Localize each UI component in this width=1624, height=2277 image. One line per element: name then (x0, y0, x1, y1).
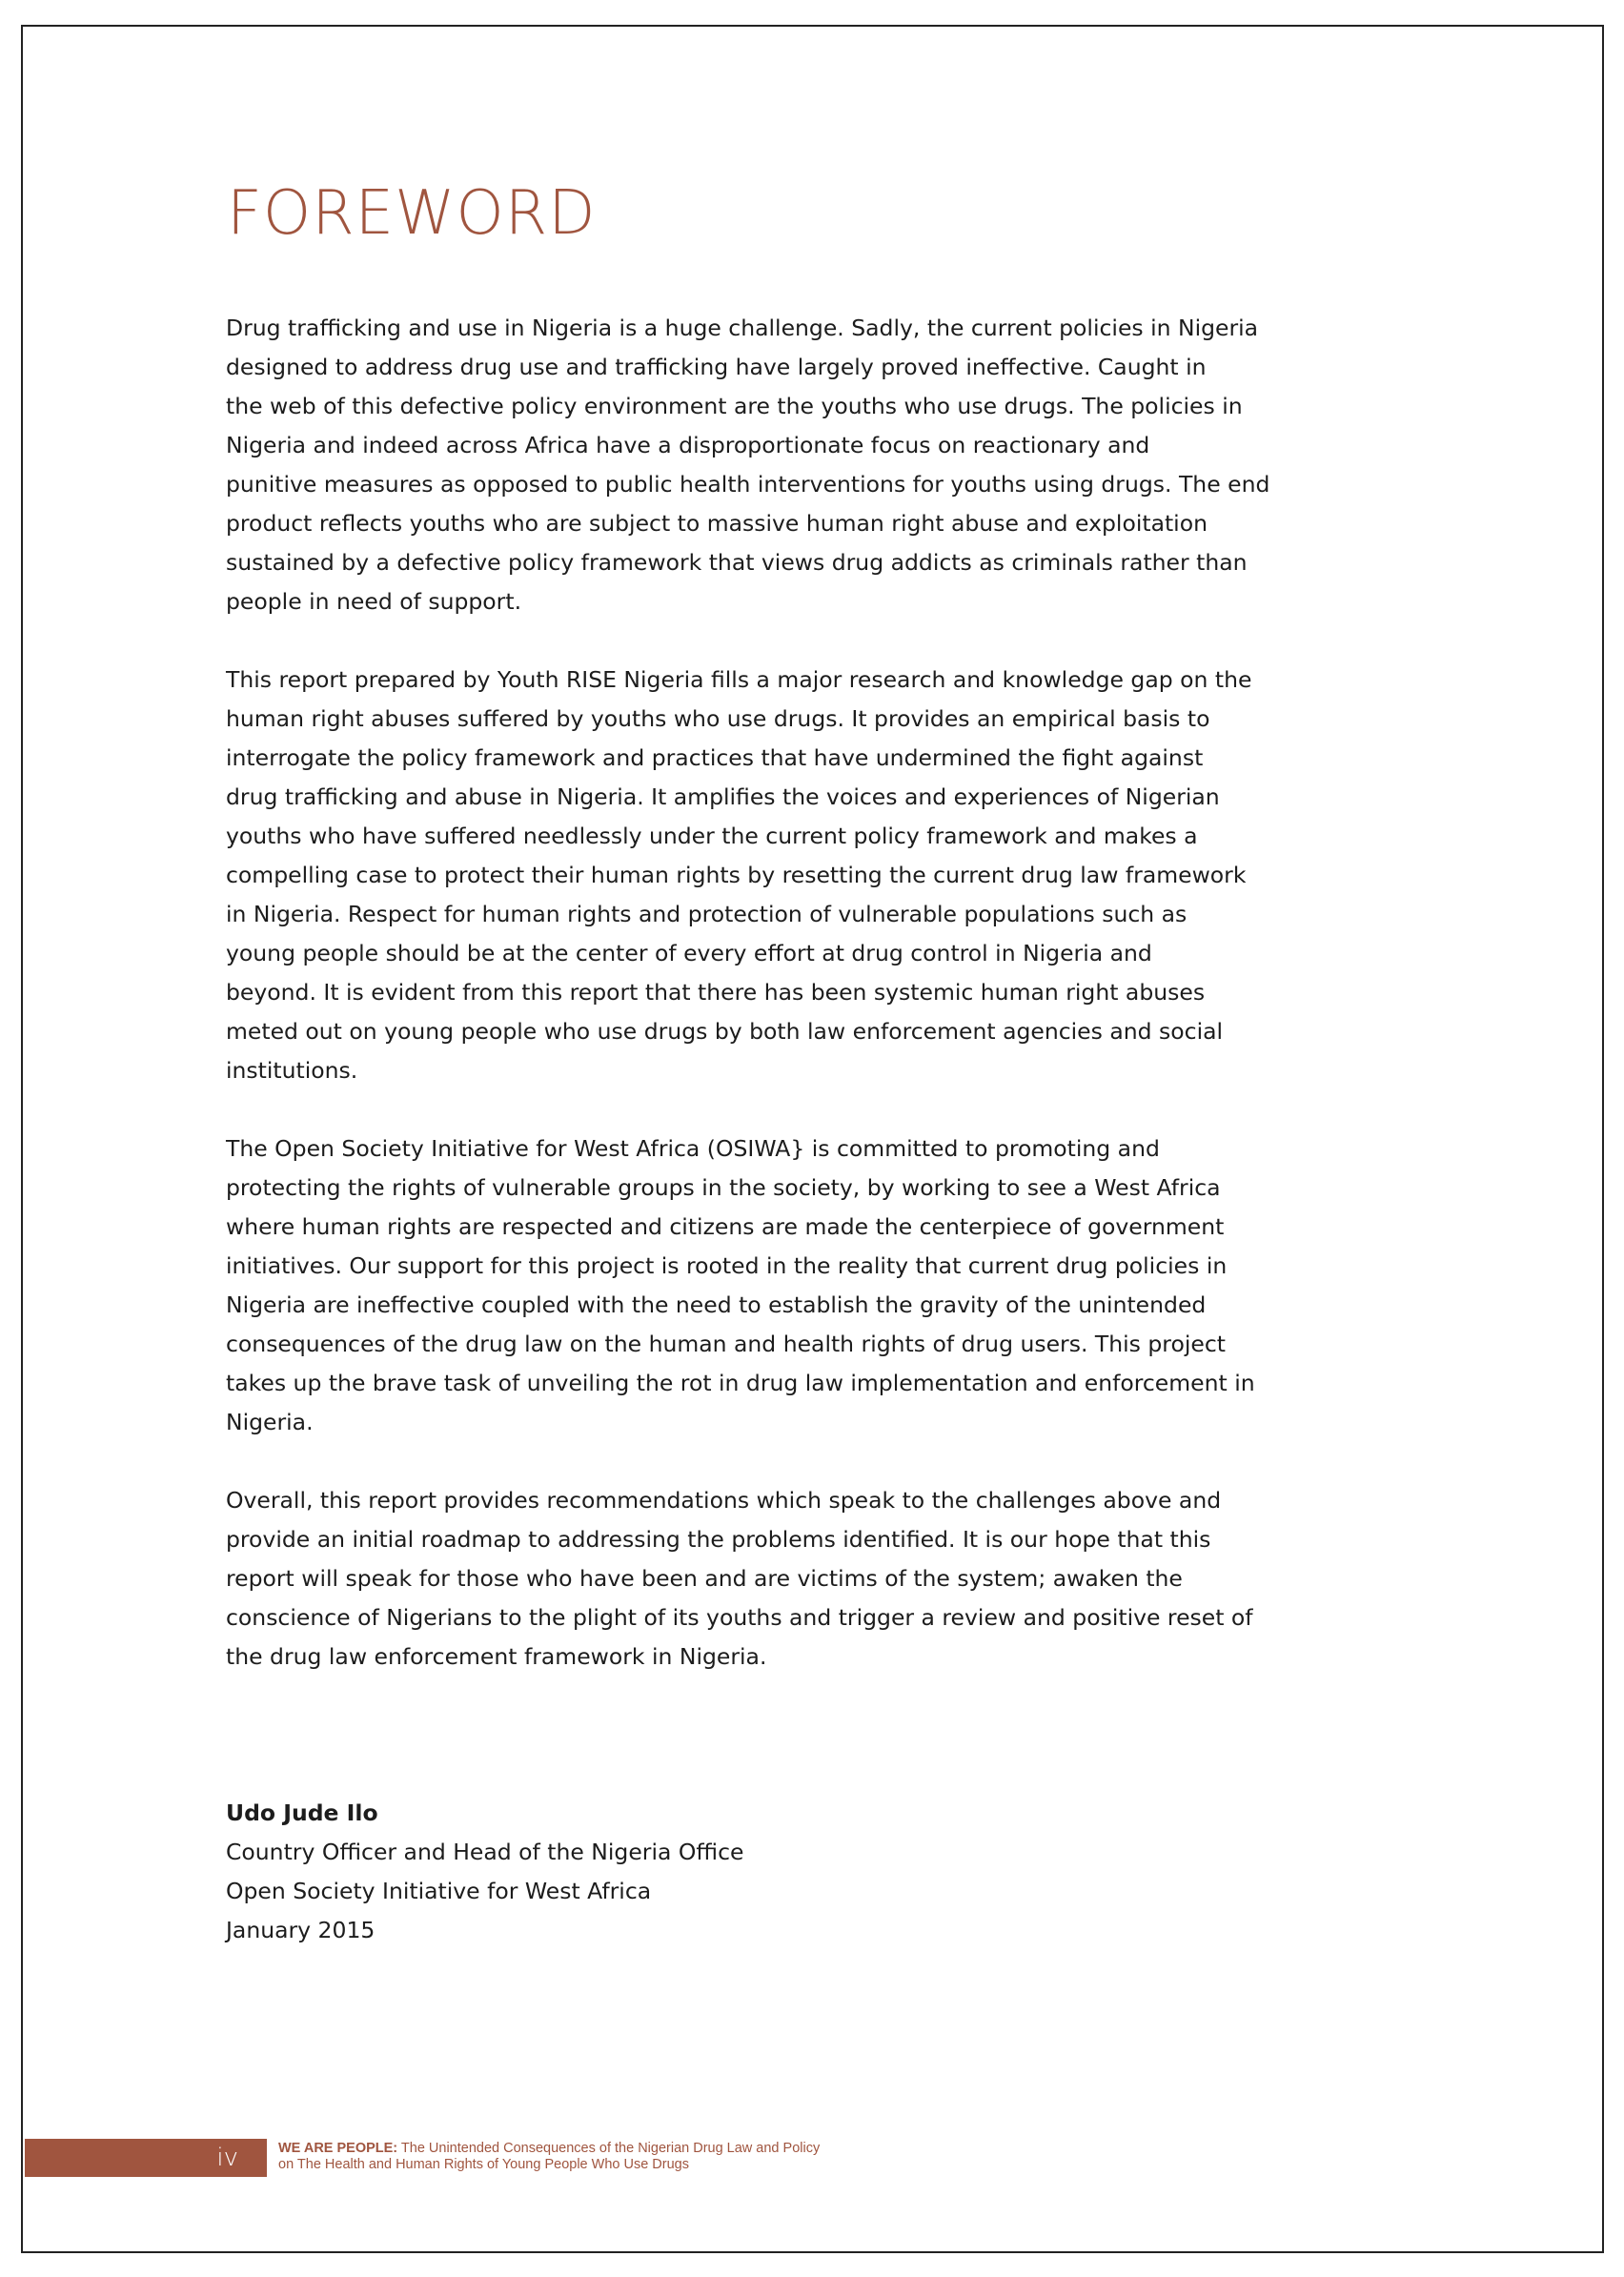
text-line: human right abuses suffered by youths who use drugs. It provides an empirical basis to (226, 705, 1210, 732)
footer-title-bold: WE ARE PEOPLE: (278, 2141, 398, 2156)
text-line: product reflects youths who are subject to massive human right abuse and exploitation (226, 510, 1208, 537)
text-line: punitive measures as opposed to public health interventions for youths using drugs. The end (226, 471, 1270, 498)
text-line: the web of this defective policy environment are the youths who use drugs. The policies in (226, 393, 1243, 419)
text-line: compelling case to protect their human rights by resetting the current drug law framework (226, 862, 1247, 888)
text-line: the drug law enforcement framework in Nigeria. (226, 1643, 767, 1670)
text-line: institutions. (226, 1057, 358, 1084)
text-line: beyond. It is evident from this report that there has been systemic human right abuses (226, 979, 1206, 1006)
text-line: sustained by a defective policy framework that views drug addicts as criminals rather than (226, 549, 1248, 576)
page-number: iv (216, 2144, 238, 2172)
page-title: FOREWORD (227, 178, 597, 249)
text-line: drug trafficking and abuse in Nigeria. It amplifies the voices and experiences of Nigerian (226, 783, 1220, 810)
text-line: Drug trafficking and use in Nigeria is a huge challenge. Sadly, the current policies in Nigeria (226, 315, 1259, 341)
signatory-name: Udo Jude Ilo (226, 1799, 378, 1826)
footer-accent-bar (25, 2139, 267, 2177)
text-line: protecting the rights of vulnerable groups in the society, by working to see a West Africa (226, 1174, 1221, 1201)
text-line: report will speak for those who have been and are victims of the system; awaken the (226, 1565, 1183, 1592)
text-line: in Nigeria. Respect for human rights and protection of vulnerable populations such as (226, 901, 1188, 927)
footer-subtitle: on The Health and Human Rights of Young People Who Use Drugs (278, 2157, 689, 2172)
paragraph-2 (226, 661, 1446, 1090)
signatory-position: Country Officer and Head of the Nigeria Office (226, 1839, 744, 1865)
text-line: Nigeria and indeed across Africa have a disproportionate focus on reactionary and (226, 432, 1150, 458)
text-line: This report prepared by Youth RISE Nigeria fills a major research and knowledge gap on the (226, 666, 1252, 693)
text-line: consequences of the drug law on the human and health rights of drug users. This project (226, 1331, 1226, 1357)
text-line: Nigeria. (226, 1409, 314, 1435)
text-line: The Open Society Initiative for West Africa (OSIWA} is committed to promoting and (226, 1135, 1160, 1162)
paragraph-4 (226, 1481, 1446, 1677)
foreword-body (226, 309, 1446, 1716)
text-line: people in need of support. (226, 588, 522, 615)
footer-title-rest: The Unintended Consequences of the Nigerian Drug Law and Policy (397, 2141, 821, 2156)
page-footer (25, 2139, 978, 2177)
text-line: interrogate the policy framework and practices that have undermined the fight against (226, 744, 1204, 771)
text-line: youths who have suffered needlessly under the current policy framework and makes a (226, 823, 1198, 849)
text-line: conscience of Nigerians to the plight of its youths and trigger a review and positive reset of (226, 1604, 1253, 1631)
text-line: designed to address drug use and trafficking have largely proved ineffective. Caught in (226, 354, 1207, 380)
text-line: Overall, this report provides recommendations which speak to the challenges above and (226, 1487, 1222, 1514)
footer-title-line (278, 2141, 820, 2157)
text-line: Nigeria are ineffective coupled with the need to establish the gravity of the unintended (226, 1291, 1207, 1318)
text-line: meted out on young people who use drugs by both law enforcement agencies and social (226, 1018, 1224, 1045)
text-line: initiatives. Our support for this project is rooted in the reality that current drug policies in (226, 1252, 1228, 1279)
signature-block (226, 1794, 743, 1950)
text-line: takes up the brave task of unveiling the rot in drug law implementation and enforcement in (226, 1370, 1255, 1396)
text-line: where human rights are respected and citizens are made the centerpiece of government (226, 1213, 1225, 1240)
footer-report-title (278, 2141, 820, 2173)
text-line: young people should be at the center of every effort at drug control in Nigeria and (226, 940, 1152, 966)
paragraph-1 (226, 309, 1446, 621)
paragraph-3 (226, 1129, 1446, 1442)
signature-date: January 2015 (226, 1917, 376, 1943)
text-line: provide an initial roadmap to addressing the problems identified. It is our hope that this (226, 1526, 1211, 1553)
signatory-organization: Open Society Initiative for West Africa (226, 1878, 652, 1904)
